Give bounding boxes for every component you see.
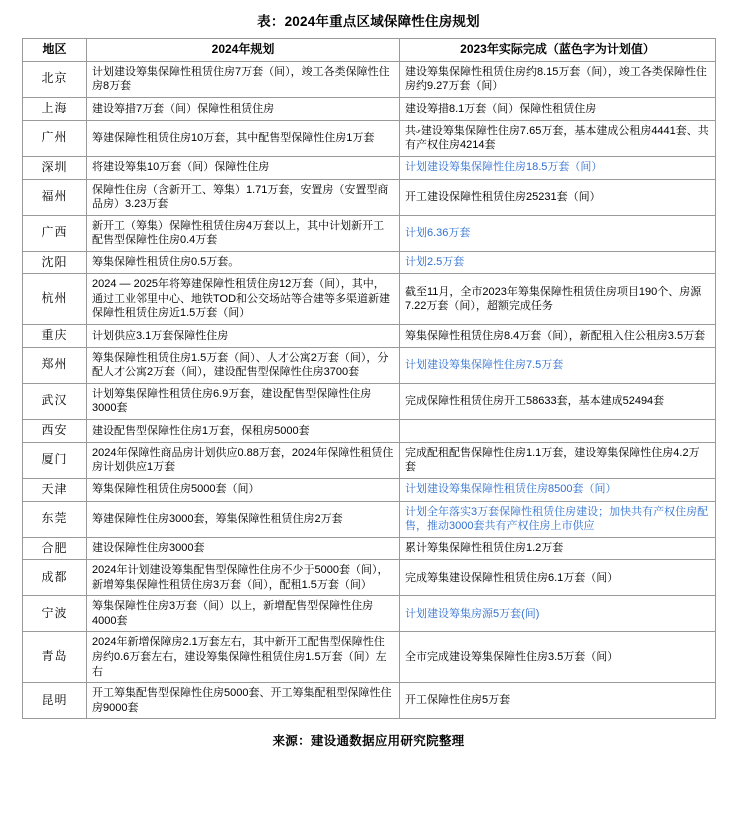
region-cell: 成都 bbox=[23, 560, 87, 596]
region-cell: 东莞 bbox=[23, 501, 87, 537]
actual-cell: 计划建设筹集保障性住房7.5万套 bbox=[400, 347, 716, 383]
table-row bbox=[23, 419, 716, 442]
table-row bbox=[23, 478, 716, 501]
actual-cell: 计划6.36万套 bbox=[400, 215, 716, 251]
table-header bbox=[23, 39, 716, 62]
region-cell: 宁波 bbox=[23, 596, 87, 632]
actual-cell: 计划建设筹集房源5万套(间) bbox=[400, 596, 716, 632]
region-cell: 广西 bbox=[23, 215, 87, 251]
region-cell: 重庆 bbox=[23, 324, 87, 347]
source-note: 来源：建设通数据应用研究院整理 bbox=[272, 734, 465, 749]
table-row bbox=[23, 274, 716, 325]
region-cell: 深圳 bbox=[23, 156, 87, 179]
actual-cell: 建设筹集保障性租赁住房约8.15万套（间），竣工各类保障性住房约9.27万套（间） bbox=[400, 61, 716, 97]
table-row bbox=[23, 442, 716, 478]
actual-cell: 筹集保障性租赁住房8.4万套（间），新配租入住公租房3.5万套 bbox=[400, 324, 716, 347]
table-row bbox=[23, 596, 716, 632]
plan-cell: 2024年新增保障房2.1万套左右，其中新开工配售型保障性住房约0.6万套左右，建设筹集保障性租赁住房1.5万套（间）左右 bbox=[87, 632, 400, 683]
plan-cell: 筹建保障性住房3000套，筹集保障性租赁住房2万套 bbox=[87, 501, 400, 537]
column-header-region: 地区 bbox=[23, 39, 87, 62]
actual-cell: 建设筹措8.1万套（间）保障性租赁住房 bbox=[400, 97, 716, 120]
actual-cell: 计划建设筹集保障性租赁住房8500套（间） bbox=[400, 478, 716, 501]
plan-cell: 保障性住房（含新开工、筹集）1.71万套，安置房（安置型商品房）3.23万套 bbox=[87, 179, 400, 215]
actual-cell: 累计筹集保障性租赁住房1.2万套 bbox=[400, 537, 716, 560]
table-row bbox=[23, 120, 716, 156]
table-row bbox=[23, 179, 716, 215]
table-row bbox=[23, 383, 716, 419]
region-cell: 上海 bbox=[23, 97, 87, 120]
table-row bbox=[23, 97, 716, 120]
table-row bbox=[23, 347, 716, 383]
region-cell: 广州 bbox=[23, 120, 87, 156]
region-cell: 合肥 bbox=[23, 537, 87, 560]
plan-cell: 建设筹措7万套（间）保障性租赁住房 bbox=[87, 97, 400, 120]
plan-cell: 2024年保障性商品房计划供应0.88万套，2024年保障性租赁住房计划供应1万套 bbox=[87, 442, 400, 478]
plan-cell: 新开工（筹集）保障性租赁住房4万套以上，其中计划新开工配售型保障性住房0.4万套 bbox=[87, 215, 400, 251]
region-cell: 青岛 bbox=[23, 632, 87, 683]
actual-cell: 计划2.5万套 bbox=[400, 251, 716, 274]
plan-cell: 计划筹集保障性租赁住房6.9万套，建设配售型保障性住房3000套 bbox=[87, 383, 400, 419]
page-title: 表：2024年重点区域保障性住房规划 bbox=[257, 14, 480, 29]
table-body bbox=[23, 61, 716, 718]
table-row bbox=[23, 501, 716, 537]
region-cell: 天津 bbox=[23, 478, 87, 501]
table-header-row bbox=[23, 39, 716, 62]
actual-cell: 完成保障性租赁住房开工58633套，基本建成52494套 bbox=[400, 383, 716, 419]
plan-cell: 建设配售型保障性住房1万套，保租房5000套 bbox=[87, 419, 400, 442]
plan-cell: 计划建设筹集保障性租赁住房7万套（间），竣工各类保障性住房8万套 bbox=[87, 61, 400, 97]
plan-cell: 筹建保障性租赁住房10万套，其中配售型保障性住房1万套 bbox=[87, 120, 400, 156]
actual-cell: 共ގ建设筹集保障性住房7.65万套，基本建成公租房4441套、共有产权住房4214套 bbox=[400, 120, 716, 156]
plan-cell: 筹集保障性住房3万套（间）以上，新增配售型保障性住房4000套 bbox=[87, 596, 400, 632]
plan-cell: 将建设筹集10万套（间）保障性住房 bbox=[87, 156, 400, 179]
plan-cell: 开工筹集配售型保障性住房5000套、开工筹集配租型保障性住房9000套 bbox=[87, 683, 400, 719]
table-row bbox=[23, 537, 716, 560]
region-cell: 沈阳 bbox=[23, 251, 87, 274]
actual-cell: 截至11月，全市2023年筹集保障性租赁住房项目190个、房源7.22万套（间），超额完成任务 bbox=[400, 274, 716, 325]
actual-cell: 开工建设保障性租赁住房25231套（间） bbox=[400, 179, 716, 215]
region-cell: 北京 bbox=[23, 61, 87, 97]
plan-cell: 计划供应3.1万套保障性住房 bbox=[87, 324, 400, 347]
region-cell: 厦门 bbox=[23, 442, 87, 478]
actual-cell: 计划全年落实3万套保障性租赁住房建设；加快共有产权住房配售，推动3000套共有产权住房上市供应 bbox=[400, 501, 716, 537]
plan-cell: 筹集保障性租赁住房0.5万套。 bbox=[87, 251, 400, 274]
plan-cell: 筹集保障性租赁住房5000套（间） bbox=[87, 478, 400, 501]
region-cell: 昆明 bbox=[23, 683, 87, 719]
actual-cell: 全市完成建设筹集保障性住房3.5万套（间） bbox=[400, 632, 716, 683]
table-row bbox=[23, 251, 716, 274]
plan-cell: 建设保障性住房3000套 bbox=[87, 537, 400, 560]
table-row bbox=[23, 632, 716, 683]
table-row bbox=[23, 683, 716, 719]
plan-cell: 2024 — 2025年将筹建保障性租赁住房12万套（间），其中，通过工业邻里中心、地铁TOD和公交场站等合建等多渠道新建保障性租赁住房近1.5万套（间） bbox=[87, 274, 400, 325]
region-cell: 郑州 bbox=[23, 347, 87, 383]
plan-cell: 2024年计划建设筹集配售型保障性住房不少于5000套（间），新增筹集保障性租赁住房3万套（间），配租1.5万套（间） bbox=[87, 560, 400, 596]
table-row bbox=[23, 156, 716, 179]
region-cell: 武汉 bbox=[23, 383, 87, 419]
region-cell: 杭州 bbox=[23, 274, 87, 325]
actual-cell: 计划建设筹集保障性住房18.5万套（间） bbox=[400, 156, 716, 179]
actual-cell: 开工保障性住房5万套 bbox=[400, 683, 716, 719]
table-row bbox=[23, 560, 716, 596]
actual-cell: 完成配租配售保障性住房1.1万套，建设筹集保障性住房4.2万套 bbox=[400, 442, 716, 478]
region-cell: 福州 bbox=[23, 179, 87, 215]
column-header-actual: 2023年实际完成（蓝色字为计划值） bbox=[400, 39, 716, 62]
actual-cell: 完成筹集建设保障性租赁住房6.1万套（间） bbox=[400, 560, 716, 596]
plan-cell: 筹集保障性租赁住房1.5万套（间）、人才公寓2万套（间），分配人才公寓2万套（间），建设配售型保障性住房3700套 bbox=[87, 347, 400, 383]
table-row bbox=[23, 215, 716, 251]
housing-plan-table bbox=[22, 38, 716, 719]
column-header-plan: 2024年规划 bbox=[87, 39, 400, 62]
region-cell: 西安 bbox=[23, 419, 87, 442]
actual-cell bbox=[400, 419, 716, 442]
table-row bbox=[23, 61, 716, 97]
table-row bbox=[23, 324, 716, 347]
